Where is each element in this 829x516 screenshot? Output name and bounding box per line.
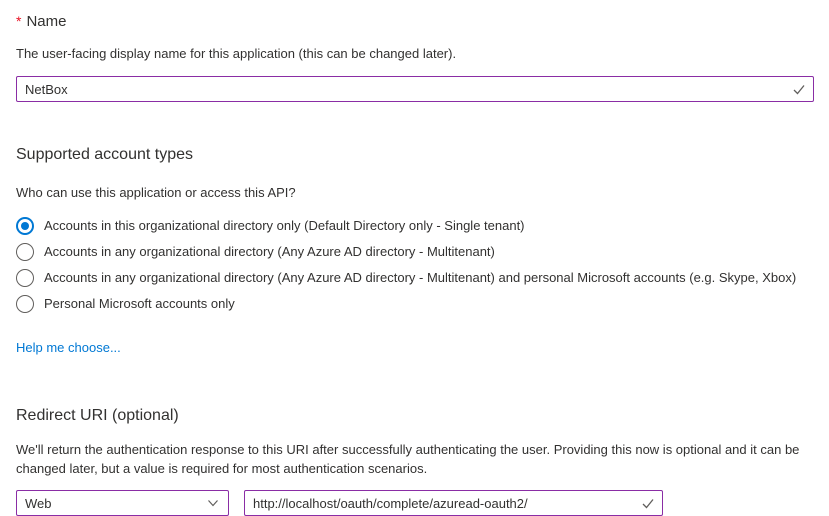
radio-label: Accounts in any organizational directory (Any Azure AD directory - Multitenant) and personal Microsoft accounts (e.g. Skype, Xbox) (44, 270, 797, 285)
platform-select-value: Web (25, 495, 52, 511)
account-type-radio-option[interactable] (16, 265, 814, 291)
app-name-input[interactable] (16, 76, 814, 102)
radio-button[interactable] (16, 295, 34, 313)
supported-account-types-title: Supported account types (16, 146, 194, 163)
platform-select[interactable] (16, 490, 229, 516)
radio-button[interactable] (16, 269, 34, 287)
name-field-label (16, 11, 814, 32)
account-type-radio-option[interactable] (16, 291, 814, 317)
radio-dot (21, 222, 29, 230)
radio-dot (21, 274, 29, 282)
account-type-radio-option[interactable] (16, 239, 814, 265)
radio-label: Accounts in this organizational directory only (Default Directory only - Single tenant) (44, 218, 525, 233)
redirect-uri-title: Redirect URI (optional) (16, 407, 179, 424)
redirect-uri-row (16, 490, 814, 516)
radio-label: Accounts in any organizational directory (Any Azure AD directory - Multitenant) (44, 244, 495, 259)
account-type-options (16, 213, 814, 317)
radio-dot (21, 300, 29, 308)
account-types-question: Who can use this application or access this API? (16, 185, 296, 200)
name-field-description: The user-facing display name for this application (this can be changed later). (16, 46, 457, 61)
name-label-text: Name (26, 13, 67, 30)
radio-dot (21, 248, 29, 256)
help-me-choose-link[interactable]: Help me choose... (16, 340, 121, 355)
required-asterisk: * (16, 13, 22, 29)
radio-button[interactable] (16, 243, 34, 261)
radio-button[interactable] (16, 217, 34, 235)
redirect-uri-input[interactable] (244, 490, 663, 516)
radio-label: Personal Microsoft accounts only (44, 296, 235, 311)
chevron-down-icon (207, 497, 219, 509)
redirect-uri-input-container (244, 490, 663, 516)
account-type-radio-option[interactable] (16, 213, 814, 239)
redirect-uri-description: We'll return the authentication response to this URI after successfully authenticating the user. Providing this now is optional and it can be changed later, but a value is required for most authentication scenarios. (16, 442, 800, 476)
name-input-container (16, 76, 814, 102)
